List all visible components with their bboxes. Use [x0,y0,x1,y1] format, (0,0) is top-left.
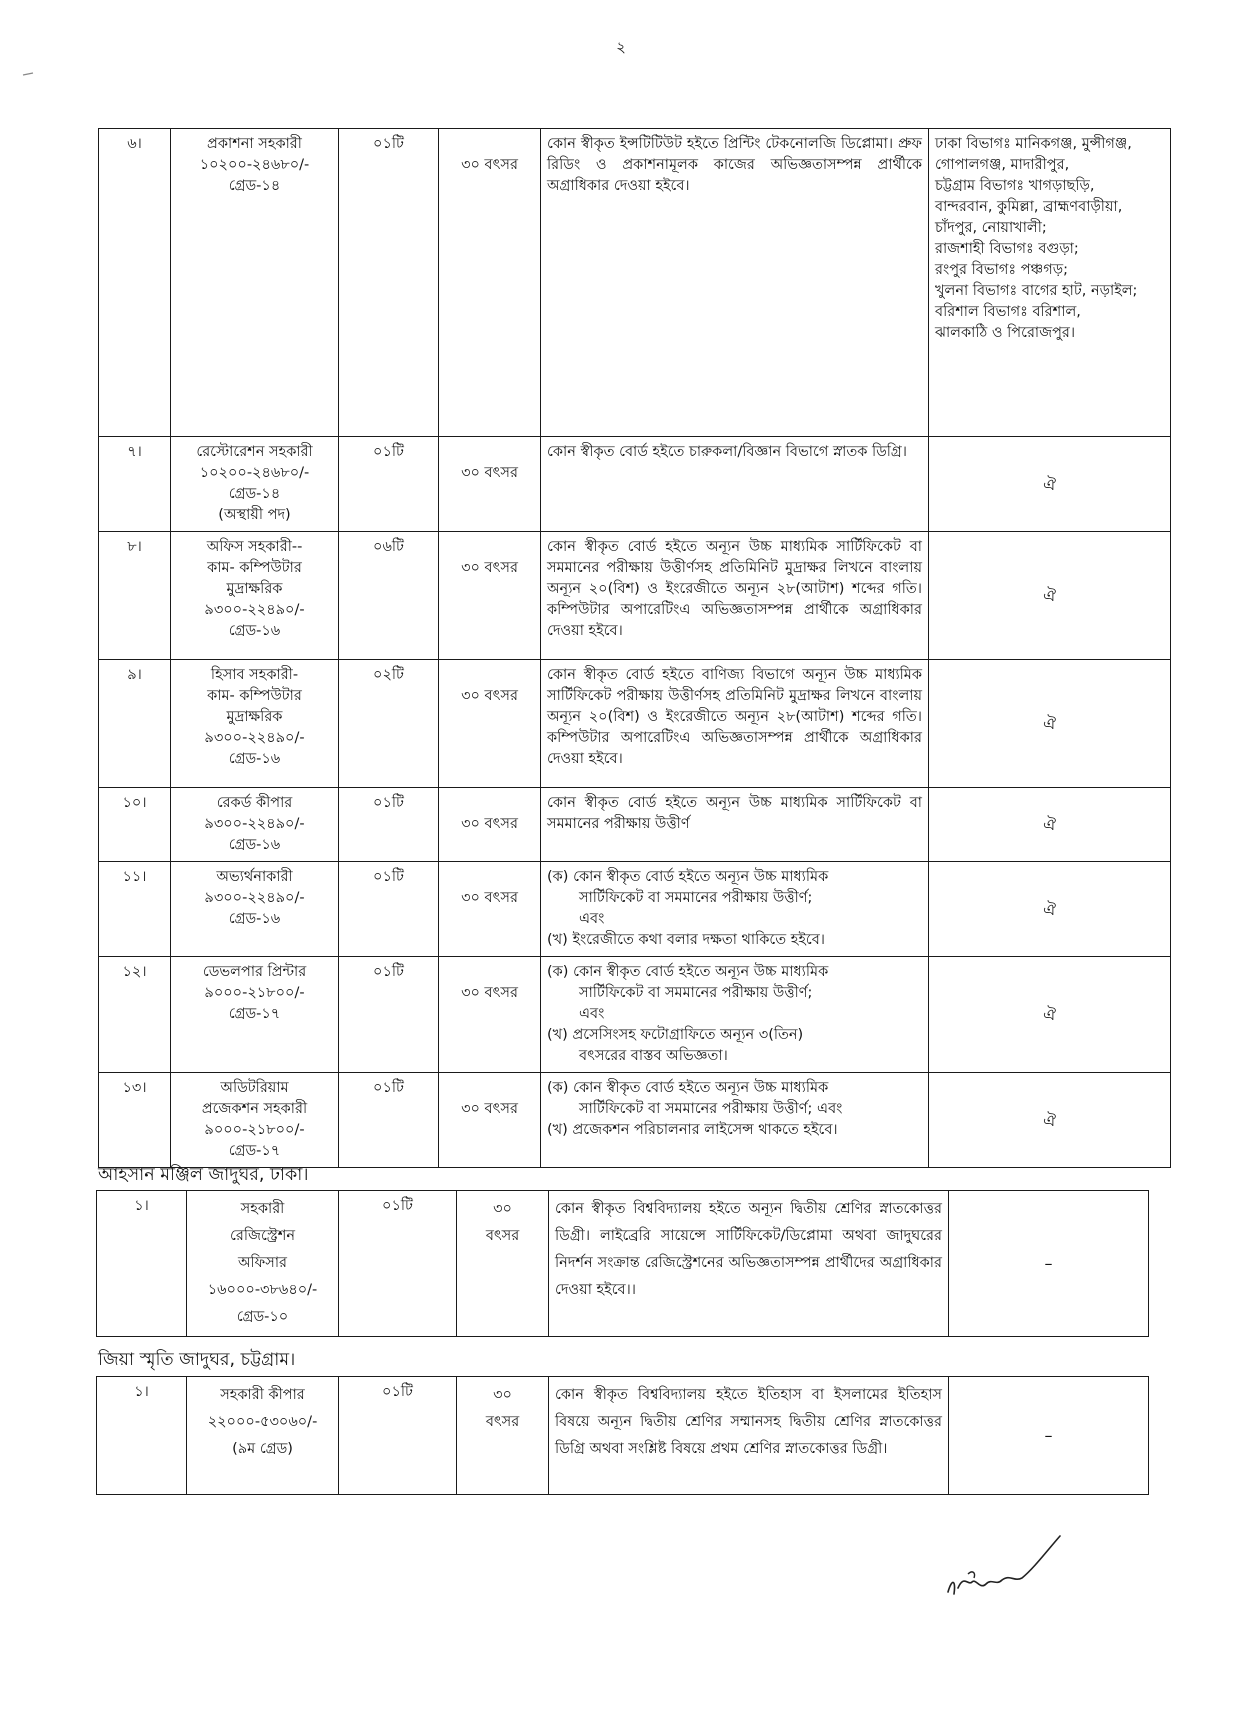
qualification-item: এবং [579,911,605,927]
district-cell [929,129,1171,437]
post-line: ৯৩০০-২২৪৯০/- [204,730,305,746]
district-ditto-cell: ঐ [929,862,1171,957]
serial-cell: ১৩। [99,1073,171,1168]
district-line: বান্দরবান, কুমিল্লা, ব্রাহ্মণবাড়ীয়া, [935,199,1123,215]
district-ditto-cell: ঐ [929,788,1171,862]
district-line: চাঁদপুর, নোয়াখালী; [935,220,1047,236]
post-line: ১০২০০-২৪৬৮০/- [199,465,310,481]
age-cell: ৩০ বৎসর [439,437,541,532]
qualification-cell [541,862,929,957]
post-cell [171,660,339,788]
district-ditto-cell: ঐ [929,437,1171,532]
qualification-text: কোন স্বীকৃত ইন্সটিটিউট হইতে প্রিন্টিং টেকনোলজি ডিপ্লোমা। প্রুফ রিডিং ও প্রকাশনামূলক কাজের অভিজ্ঞতাসম্পন্ন প্রার্থীকে অগ্রাধিকার দেওয়া হইবে। [547,136,922,194]
qualification-item: (ক) কোন স্বীকৃত বোর্ড হইতে অন্যূন উচ্চ মাধ্যমিক [547,964,829,980]
qualification-text: কোন স্বীকৃত বোর্ড হইতে চারুকলা/বিজ্ঞান বিভাগে স্নাতক ডিগ্রি। [547,444,907,460]
qualification-cell [541,129,929,437]
cell-line: ২২০০০-৫৩০৬০/- [207,1414,318,1430]
district-line: ঝালকাঠি ও পিরোজপুর। [935,325,1076,341]
cell-line: সহকারী [240,1201,285,1217]
cell-line: বৎসর [485,1414,520,1430]
qualification-item: (খ) ইংরেজীতে কথা বলার দক্ষতা থাকিতে হইবে। [547,932,825,948]
table-row [99,862,1171,957]
qualification-text: কোন স্বীকৃত বোর্ড হইতে বাণিজ্য বিভাগে অন্যূন উচ্চ মাধ্যমিক সার্টিফিকেট পরীক্ষায় উত্তীর্ণসহ প্রতিমিনিট মুদ্রাক্ষর লিখনে বাংলায় অন্যূন ২০(বিশ) ও ইংরেজীতে অন্যূন ২৮(আটাশ) শব্দের গতি। কম্পিউটার অপারেটিংএ অভিজ্ঞতাসম্পন্ন প্রার্থীকে অগ্রাধিকার দেওয়া হইবে। [547,667,922,767]
post-line: অভ্যর্থনাকারী [216,869,293,885]
cell-line: বৎসর [485,1228,520,1244]
post-cell [171,862,339,957]
qualification-text: কোন স্বীকৃত বোর্ড হইতে অন্যূন উচ্চ মাধ্যমিক সার্টিফিকেট বা সমমানের পরীক্ষায় উত্তীর্ণ [547,795,922,832]
post-cell [171,1073,339,1168]
post-line: ৯৩০০-২২৪৯০/- [204,816,305,832]
qualification-item: সার্টিফিকেট বা সমমানের পরীক্ষায় উত্তীর্ণ; এবং [579,1101,843,1117]
qualification-cell: কোন স্বীকৃত বিশ্ববিদ্যালয় হইতে অন্যূন দ্বিতীয় শ্রেণির স্নাতকোত্তর ডিগ্রী। লাইব্রেরি সায়েন্সে সার্টিফিকেট/ডিপ্লোমা অথবা জাদুঘরের নিদর্শন সংক্রান্ত রেজিস্ট্রেশনের অভিজ্ঞতাসম্পন্ন প্রার্থীদের অগ্রাধিকার দেওয়া হইবে।। [549,1191,949,1337]
age-cell: ৩০ বৎসর [439,1073,541,1168]
post-line: অফিস সহকারী-- [206,539,303,555]
district-line: গোপালগঞ্জ, মাদারীপুর, [935,157,1070,173]
district-cell: – [949,1377,1149,1495]
qualification-cell [541,957,929,1073]
table-row [99,957,1171,1073]
page-number: ২ [616,38,626,56]
post-line: (অস্থায়ী পদ) [218,507,291,523]
count-cell: ০১টি [339,437,439,532]
posts-table [98,128,1171,1168]
table-row [99,129,1171,437]
post-line: রেস্টোরেশন সহকারী [196,444,313,460]
post-line: হিসাব সহকারী- [210,667,299,683]
post-cell [171,437,339,532]
qualification-item: সার্টিফিকেট বা সমমানের পরীক্ষায় উত্তীর্ণ; [579,985,813,1001]
post-line: ১০২০০-২৪৬৮০/- [199,157,310,173]
stray-mark-icon [22,72,34,76]
count-cell: ০১টি [339,788,439,862]
qualification-item: (খ) প্রসেসিংসহ ফটোগ্রাফিতে অন্যূন ৩(তিন) [547,1027,804,1043]
post-cell [171,788,339,862]
age-cell: ৩০ বৎসর [439,788,541,862]
post-line: ৯৩০০-২২৪৯০/- [204,890,305,906]
qualification-item: বৎসরের বাস্তব অভিজ্ঞতা। [579,1048,728,1064]
qualification-cell [541,788,929,862]
serial-cell: ১। [97,1377,187,1495]
age-cell [457,1377,549,1495]
serial-cell: ৬। [99,129,171,437]
zia-smriti-table [96,1376,1149,1495]
post-line: প্রকাশনা সহকারী [207,136,302,152]
post-line: ৯০০০-২১৮০০/- [204,1122,305,1138]
serial-cell: ১০। [99,788,171,862]
table-row [97,1191,1149,1337]
district-line: রংপুর বিভাগঃ পঞ্চগড়; [935,262,1068,278]
post-line: গ্রেড-১৬ [228,911,281,927]
post-line: রেকর্ড কীপার [216,795,293,811]
qualification-item: সার্টিফিকেট বা সমমানের পরীক্ষায় উত্তীর্ণ; [579,890,813,906]
cell-line: অফিসার [237,1255,288,1271]
qualification-cell [541,1073,929,1168]
post-line: ডেভলপার প্রিন্টার [202,964,307,980]
serial-cell: ৯। [99,660,171,788]
count-cell: ০১টি [339,129,439,437]
post-line: গ্রেড-১৭ [228,1143,281,1159]
serial-cell: ৮। [99,532,171,660]
district-line: বরিশাল বিভাগঃ বরিশাল, [935,304,1081,320]
district-line: খুলনা বিভাগঃ বাগের হাট, নড়াইল; [935,283,1138,299]
district-line: ঢাকা বিভাগঃ মানিকগঞ্জ, মুন্সীগঞ্জ, [935,136,1132,152]
age-cell: ৩০ বৎসর [439,129,541,437]
cell-line: (৯ম গ্রেড) [232,1441,293,1457]
section-heading-ahsan-manzil: আহসান মঞ্জিল জাদুঘর, ঢাকা। [98,1165,309,1185]
post-line: প্রজেকশন সহকারী [201,1101,308,1117]
section-heading-zia-smriti: জিয়া স্মৃতি জাদুঘর, চট্টগ্রাম। [98,1350,296,1370]
count-cell: ০১টি [339,1073,439,1168]
qualification-cell [541,660,929,788]
count-cell: ০১টি [339,1377,457,1495]
ahsan-manzil-table [96,1190,1149,1337]
count-cell: ০১টি [339,1191,457,1337]
post-line: কাম- কম্পিউটার [207,560,302,576]
cell-line: ৩০ [493,1201,512,1217]
post-cell [171,957,339,1073]
age-cell: ৩০ বৎসর [439,862,541,957]
post-line: গ্রেড-১৭ [228,1006,281,1022]
cell-line: রেজিস্ট্রেশন [229,1228,296,1244]
district-ditto-cell: ঐ [929,1073,1171,1168]
post-cell [171,532,339,660]
table-row [99,660,1171,788]
table-row [99,437,1171,532]
age-cell: ৩০ বৎসর [439,660,541,788]
post-line: মুদ্রাক্ষরিক [226,581,283,597]
count-cell: ০১টি [339,862,439,957]
qualification-item: (ক) কোন স্বীকৃত বোর্ড হইতে অন্যূন উচ্চ মাধ্যমিক [547,869,829,885]
age-cell: ৩০ বৎসর [439,532,541,660]
post-line: কাম- কম্পিউটার [207,688,302,704]
serial-cell: ১১। [99,862,171,957]
cell-line: গ্রেড-১০ [236,1309,289,1325]
qualification-item: (ক) কোন স্বীকৃত বোর্ড হইতে অন্যূন উচ্চ মাধ্যমিক [547,1080,829,1096]
post-line: গ্রেড-১৪ [228,486,281,502]
age-cell [457,1191,549,1337]
district-ditto-cell: ঐ [929,660,1171,788]
cell-line: সহকারী কীপার [220,1387,305,1403]
district-line: চট্টগ্রাম বিভাগঃ খাগড়াছড়ি, [935,178,1095,194]
serial-cell: ১২। [99,957,171,1073]
district-ditto-cell: ঐ [929,957,1171,1073]
post-line: গ্রেড-১৬ [228,751,281,767]
post-line: গ্রেড-১৪ [228,178,281,194]
signature-icon [938,1530,1068,1610]
post-line: মুদ্রাক্ষরিক [226,709,283,725]
count-cell: ০৬টি [339,532,439,660]
post-cell [187,1377,339,1495]
qualification-item: এবং [579,1006,605,1022]
cell-line: ৩০ [493,1387,512,1403]
qualification-cell [541,437,929,532]
serial-cell: ১। [97,1191,187,1337]
table-row [99,788,1171,862]
post-line: ৯০০০-২১৮০০/- [204,985,305,1001]
count-cell: ০১টি [339,957,439,1073]
district-line: রাজশাহী বিভাগঃ বগুড়া; [935,241,1079,257]
post-line: গ্রেড-১৬ [228,837,281,853]
qualification-cell [541,532,929,660]
post-line: গ্রেড-১৬ [228,623,281,639]
qualification-cell: কোন স্বীকৃত বিশ্ববিদ্যালয় হইতে ইতিহাস বা ইসলামের ইতিহাস বিষয়ে অন্যূন দ্বিতীয় শ্রেণির সম্মানসহ দ্বিতীয় শ্রেণির স্নাতকোত্তর ডিগ্রি অথবা সংশ্লিষ্ট বিষয়ে প্রথম শ্রেণির স্নাতকোত্তর ডিগ্রী। [549,1377,949,1495]
post-line: ৯৩০০-২২৪৯০/- [204,602,305,618]
post-cell [187,1191,339,1337]
count-cell: ০২টি [339,660,439,788]
cell-line: ১৬০০০-৩৮৬৪০/- [207,1282,318,1298]
serial-cell: ৭। [99,437,171,532]
district-cell: – [949,1191,1149,1337]
post-cell [171,129,339,437]
table-row [97,1377,1149,1495]
age-cell: ৩০ বৎসর [439,957,541,1073]
post-line: অডিটরিয়াম [220,1080,289,1096]
qualification-item: (খ) প্রজেকশন পরিচালনার লাইসেন্স থাকতে হইবে। [547,1122,838,1138]
table-row [99,532,1171,660]
table-row [99,1073,1171,1168]
district-ditto-cell: ঐ [929,532,1171,660]
qualification-text: কোন স্বীকৃত বোর্ড হইতে অন্যূন উচ্চ মাধ্যমিক সার্টিফিকেট বা সমমানের পরীক্ষায় উত্তীর্ণসহ প্রতিমিনিট মুদ্রাক্ষর লিখনে বাংলায় অন্যূন ২০(বিশ) ও ইংরেজীতে অন্যূন ২৮(আটাশ) শব্দের গতি। কম্পিউটার অপারেটিংএ অভিজ্ঞতাসম্পন্ন প্রার্থীকে অগ্রাধিকার দেওয়া হইবে। [547,539,922,639]
